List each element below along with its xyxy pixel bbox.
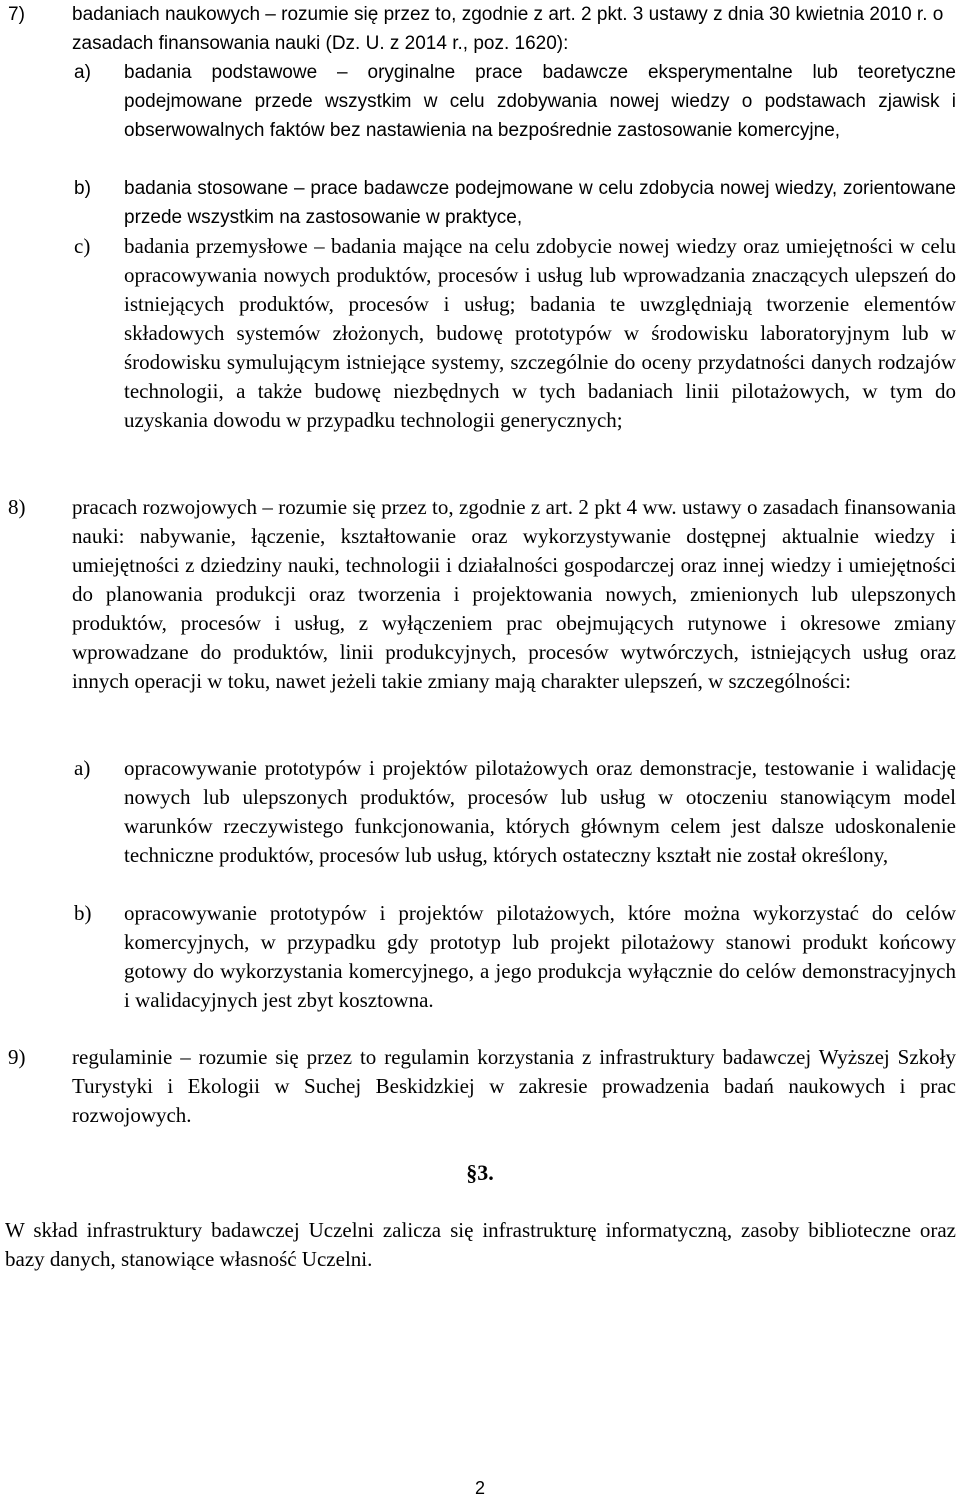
paragraph-text: W skład infrastruktury badawczej Uczelni zalicza się infrastrukturę informatyczną, zasoby biblioteczne oraz bazy danych, stanowiące własność Uczelni. xyxy=(5,1218,956,1271)
definition-item-8 xyxy=(8,493,956,696)
item-text: pracach rozwojowych – rozumie się przez to, zgodnie z art. 2 pkt 4 ww. ustawy o zasadach finansowania nauki: nabywanie, łączenie, kształtowanie oraz wykorzystywanie dostępnej aktualnie wiedzy i umiejętności z dziedziny nauki, technologii i działalności gospodarczej oraz innej wiedzy i umiejętności do planowania produkcji oraz tworzenia i projektowania nowych, zmienionych lub ulepszonych produktów, procesów i usług, z wyłączeniem prac obejmujących rutynowe i okresowe zmiany wprowadzane do produktów, linii produkcyjnych, procesów wytwórczych, istniejących usług oraz innych operacji w toku, nawet jeżeli takie zmiany mają charakter ulepszeń, w szczególności: xyxy=(72,495,956,693)
subitem-7b xyxy=(74,174,956,232)
item-number: 9) xyxy=(8,1045,26,1069)
item-text: regulaminie – rozumie się przez to regulamin korzystania z infrastruktury badawczej Wyższej Szkoły Turystyki i Ekologii w Suchej Beskidzkiej w zakresie prowadzenia badań naukowych i prac rozwojowych. xyxy=(72,1045,956,1127)
subitem-letter: c) xyxy=(74,234,91,258)
section-heading: §3. xyxy=(466,1160,494,1185)
subitem-letter: b) xyxy=(74,178,91,199)
definition-item-9 xyxy=(8,1043,956,1130)
item-number: 8) xyxy=(8,495,26,519)
subitem-letter: b) xyxy=(74,901,92,925)
subitem-text: badania podstawowe – oryginalne prace badawcze eksperymentalne lub teoretyczne podejmowane przede wszystkim w celu zdobywania nowej wiedzy o podstawach zjawisk i obserwowalnych faktów bez nastawienia na bezpośrednie zastosowanie komercyjne, xyxy=(124,62,956,141)
subitem-7c xyxy=(74,232,956,435)
item-text: badaniach naukowych – rozumie się przez to, zgodnie z art. 2 pkt. 3 ustawy z dnia 30 kwietnia 2010 r. o zasadach finansowania nauki (Dz. U. z 2014 r., poz. 1620): xyxy=(72,4,944,54)
item-number: 7) xyxy=(8,4,25,25)
page-number: 2 xyxy=(474,1478,485,1498)
subitem-letter: a) xyxy=(74,62,91,83)
subitem-8a xyxy=(74,754,956,870)
subitem-letter: a) xyxy=(74,756,91,780)
subitem-7a xyxy=(74,58,956,145)
subitem-text: opracowywanie prototypów i projektów pilotażowych, które można wykorzystać do celów komercyjnych, w przypadku gdy prototyp lub projekt pilotażowy stanowi produkt końcowy gotowy do wykorzystania komercyjnego, a jego produkcja wyłącznie do celów demonstracyjnych i walidacyjnych jest zbyt kosztowna. xyxy=(124,901,956,1012)
subitem-text: badania stosowane – prace badawcze podejmowane w celu zdobycia nowej wiedzy, zorientowane przede wszystkim na zastosowanie w praktyce, xyxy=(124,178,956,228)
body-paragraph xyxy=(5,1216,956,1274)
definition-item-7 xyxy=(8,0,956,58)
subitem-text: badania przemysłowe – badania mające na celu zdobycie nowej wiedzy oraz umiejętności w celu opracowywania nowych produktów, procesów i usług lub wprowadzania znaczących ulepszeń do istniejących produktów, procesów i usług; badania te uwzględniają tworzenie elementów składowych systemów złożonych, budowę prototypów w środowisku laboratoryjnym lub w środowisku symulującym istniejące systemy, szczególnie do oceny przydatności danych rodzajów technologii, a także budowę niezbędnych w tych badaniach linii pilotażowych, w tym do uzyskania dowodu w przypadku technologii generycznych; xyxy=(124,234,956,432)
subitem-text: opracowywanie prototypów i projektów pilotażowych oraz demonstracje, testowanie i walidację nowych lub ulepszonych produktów, procesów lub usług w otoczeniu stanowiącym model warunków rzeczywistego funkcjonowania, których głównym celem jest dalsze udoskonalenie techniczne produktów, procesów lub usług, których ostateczny kształt nie został określony, xyxy=(124,756,956,867)
subitem-8b xyxy=(74,899,956,1015)
